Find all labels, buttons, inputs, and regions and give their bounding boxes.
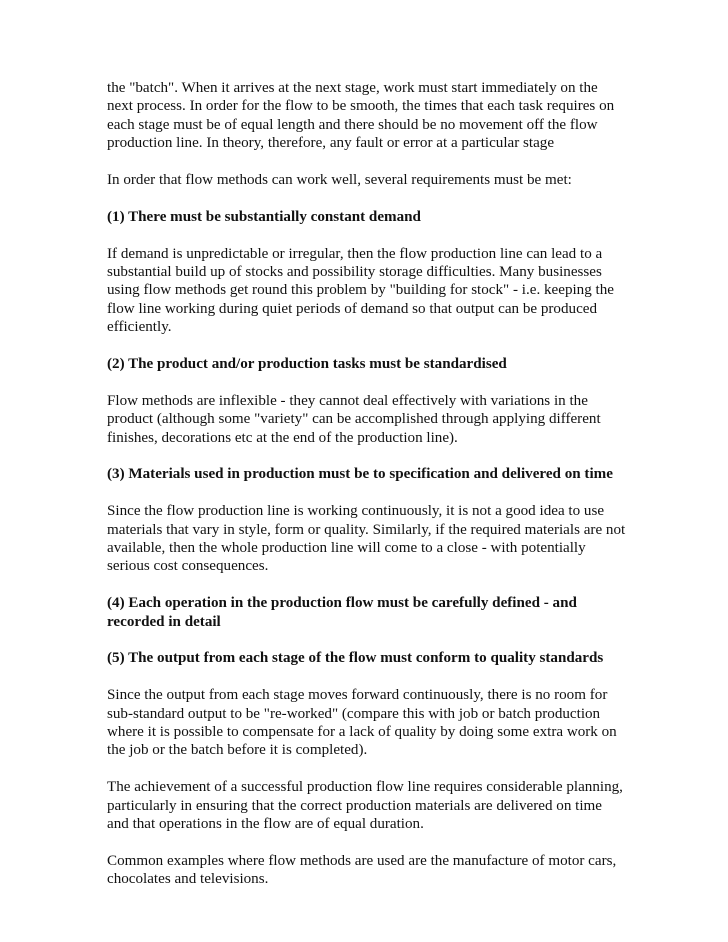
paragraph-materials-specification: Since the flow production line is working continuously, it is not a good idea to use materials that vary in style, form or quality. Similarly, if the required materials are not available, then the whole production line will come to a close - with potentially serious cost consequences.	[107, 503, 626, 575]
paragraph-common-examples: Common examples where flow methods are used are the manufacture of motor cars, chocolates and televisions.	[107, 852, 617, 888]
paragraph-requirements-intro: In order that flow methods can work well, several requirements must be met:	[107, 172, 572, 189]
paragraph-quality-standards: Since the output from each stage moves forward continuously, there is no room for sub-standard output to be "re-worked" (compare this with job or batch production where it is possible to compensate for a lack of quality by doing some extra work on the job or the batch before it is completed).	[107, 687, 617, 759]
heading-quality-standards: (5) The output from each stage of the flow must conform to quality standards	[107, 650, 604, 667]
paragraph-constant-demand: If demand is unpredictable or irregular, then the flow production line can lead to a substantial build up of stocks and possibility storage difficulties. Many businesses using flow methods get round this problem by "building for stock" - i.e. keeping the flow line working during quiet periods of demand so that output can be produced efficiently.	[107, 245, 614, 336]
paragraph-batch-continuation: the "batch". When it arrives at the next stage, work must start immediately on the next process. In order for the flow to be smooth, the times that each task requires on each stage must be of equal length and there should be no movement off the flow production line. In theory, therefore, any fault or error at a particular stage	[107, 80, 615, 152]
paragraph-successful-flow-line: The achievement of a successful production flow line requires considerable planning, particularly in ensuring that the correct production materials are delivered on time and that operations in the flow are of equal duration.	[107, 779, 623, 833]
paragraph-standardised-product: Flow methods are inflexible - they cannot deal effectively with variations in the product (although some "variety" can be accomplished through applying different finishes, decorations etc at the end of the production line).	[107, 392, 601, 446]
document-page	[107, 79, 627, 907]
heading-standardised-product: (2) The product and/or production tasks must be standardised	[107, 356, 507, 373]
heading-constant-demand: (1) There must be substantially constant demand	[107, 208, 421, 225]
heading-materials-specification: (3) Materials used in production must be to specification and delivered on time	[107, 466, 613, 483]
heading-operation-defined: (4) Each operation in the production flow must be carefully defined - and recorded in detail	[107, 595, 577, 630]
